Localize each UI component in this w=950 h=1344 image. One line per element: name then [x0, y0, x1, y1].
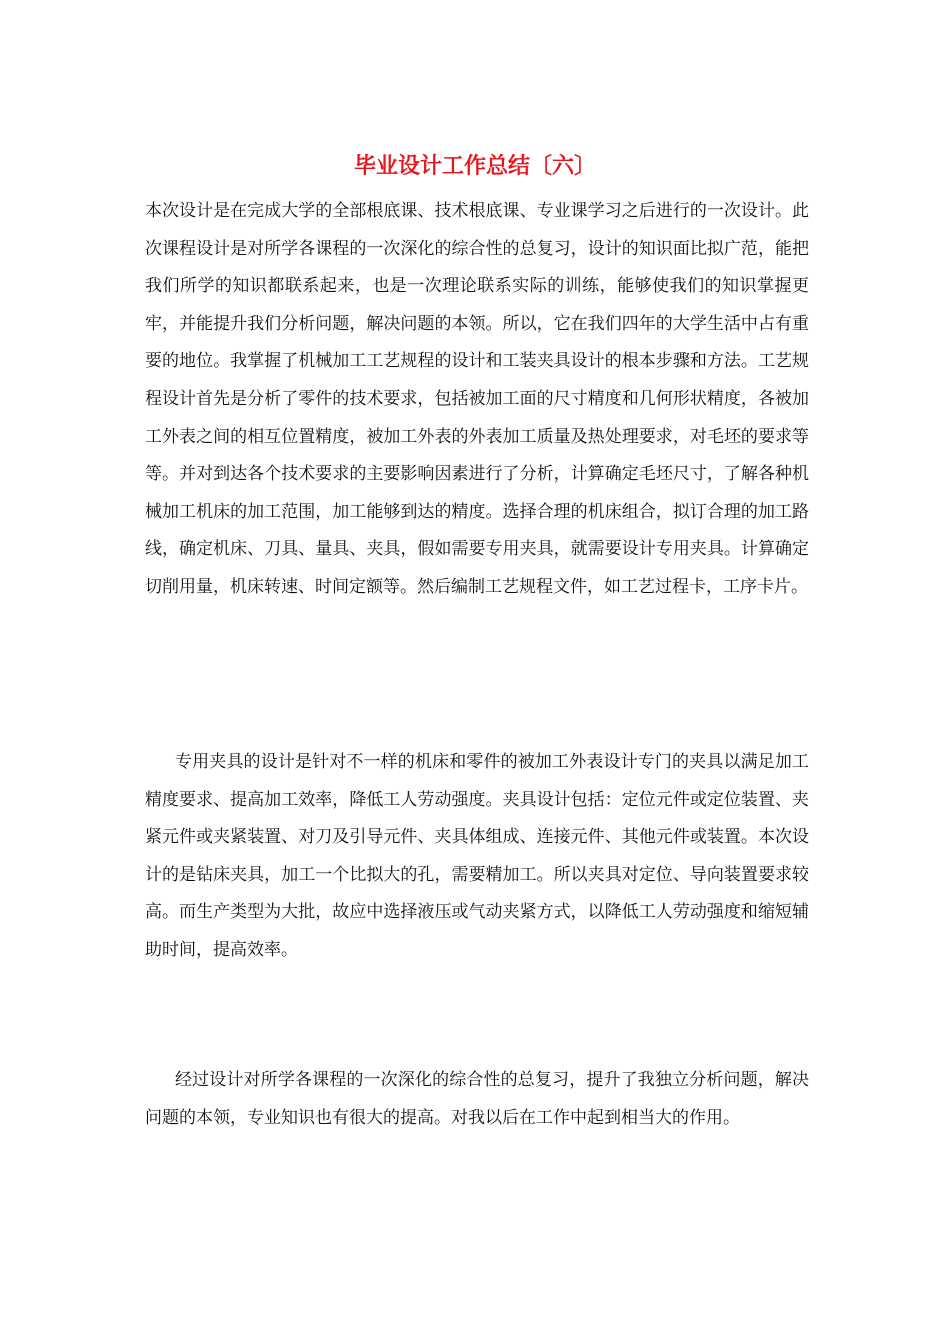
- document-title: 毕业设计工作总结〔六〕: [353, 154, 596, 179]
- paragraph-3: 经过设计对所学各课程的一次深化的综合性的总复习，提升了我独立分析问题，解决问题的本领，专业知识也有很大的提高。对我以后在工作中起到相当大的作用。: [145, 1070, 809, 1128]
- paragraph-2: 专用夹具的设计是针对不一样的机床和零件的被加工外表设计专门的夹具以满足加工精度要求、提高加工效率，降低工人劳动强度。夹具设计包括：定位元件或定位装置、夹紧元件或夹紧装置、对刀及引导元件、夹具体组成、连接元件、其他元件或装置。本次设计的是钻床夹具，加工一个比拟大的孔，需要精加工。所以夹具对定位、导向装置要求较高。而生产类型为大批，故应中选择液压或气动夹紧方式，以降低工人劳动强度和缩短辅助时间，提高效率。: [145, 752, 809, 960]
- paragraph-1: 本次设计是在完成大学的全部根底课、技术根底课、专业课学习之后进行的一次设计。此次课程设计是对所学各课程的一次深化的综合性的总复习，设计的知识面比拟广范，能把我们所学的知识都联系起来，也是一次理论联系实际的训练，能够使我们的知识掌握更牢，并能提升我们分析问题，解决问题的本领。所以，它在我们四年的大学生活中占有重要的地位。我掌握了机械加工工艺规程的设计和工装夹具设计的根本步骤和方法。工艺规程设计首先是分析了零件的技术要求，包括被加工面的尺寸精度和几何形状精度，各被加工外表之间的相互位置精度，被加工外表的外表加工质量及热处理要求，对毛坯的要求等等。并对到达各个技术要求的主要影响因素进行了分析，计算确定毛坯尺寸，了解各种机械加工机床的加工范围，加工能够到达的精度。选择合理的机床组合，拟订合理的加工路线，确定机床、刀具、量具、夹具，假如需要专用夹具，就需要设计专用夹具。计算确定切削用量，机床转速、时间定额等。然后编制工艺规程文件，如工艺过程卡，工序卡片。: [145, 201, 809, 597]
